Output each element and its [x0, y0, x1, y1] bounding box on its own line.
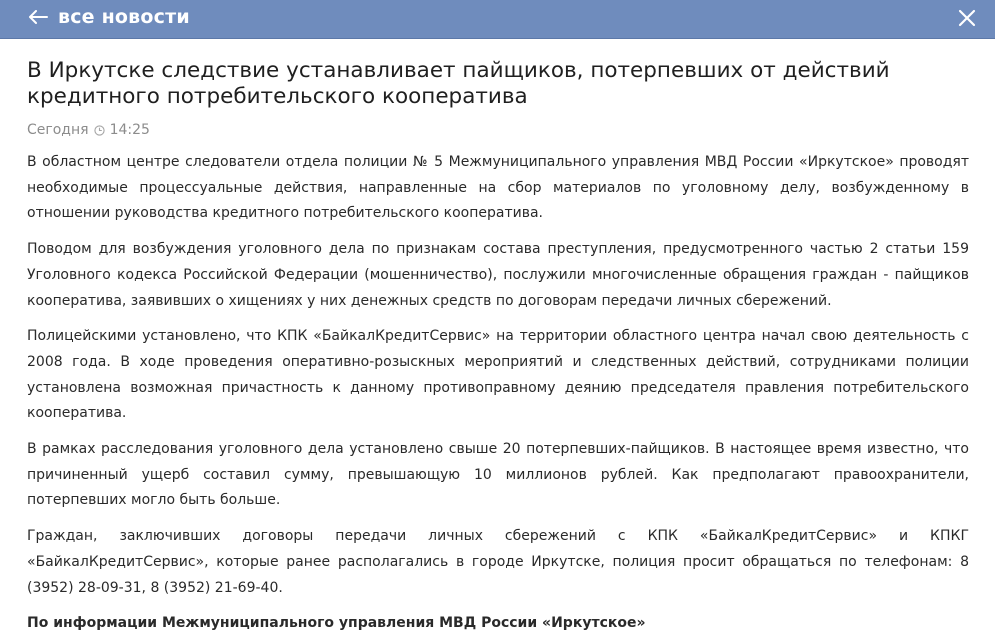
- close-icon: [957, 8, 977, 28]
- top-bar: [0, 0, 995, 39]
- article-title: В Иркутске следствие устанавливает пайщиков, потерпевших от действий кредитного потребительского кооператива: [27, 58, 890, 109]
- clock-icon: [94, 125, 105, 136]
- article-paragraph: Граждан, заключивших договоры передачи личных сбережений с КПК «БайкалКредитСервис» и КПКГ «БайкалКредитСервис», которые ранее располагались в городе Иркутске, полиция просит обращаться по телефонам: 8 (3952) 28-09-31, 8 (3952) 21-69-40.: [27, 528, 969, 596]
- back-to-all-news-link[interactable]: [28, 0, 190, 34]
- article-paragraph: Полицейскими установлено, что КПК «БайкалКредитСервис» на территории областного центра начал свою деятельность с 2008 года. В ходе проведения оперативно-розыскных мероприятий и следственных действий, сотрудниками полиции установлена возможная причастность к данному противоправному деянию председателя правления потребительского кооператива.: [27, 328, 969, 422]
- article-body: [27, 150, 969, 637]
- article-source: По информации Межмуниципального управления МВД России «Иркутское»: [27, 615, 646, 632]
- article-paragraph: В областном центре следователи отдела полиции № 5 Межмуниципального управления МВД России «Иркутское» проводят необходимые процессуальные действия, направленные на сбор материалов по уголовному делу, возбужденному в отношении руководства кредитного потребительского кооператива.: [27, 154, 969, 222]
- close-button[interactable]: [957, 8, 977, 28]
- publish-time: 14:25: [109, 122, 150, 138]
- article-meta: [27, 120, 969, 140]
- back-link-label: все новости: [58, 6, 190, 28]
- date-label: Сегодня: [27, 122, 89, 138]
- article-paragraph: В рамках расследования уголовного дела установлено свыше 20 потерпевших-пайщиков. В настоящее время известно, что причиненный ущерб составил сумму, превышающую 10 миллионов рублей. Как предполагают правоохранители, потерпевших могло быть больше.: [27, 441, 969, 509]
- article: [27, 58, 969, 637]
- arrow-left-icon: [28, 10, 48, 24]
- article-paragraph: Поводом для возбуждения уголовного дела по признакам состава преступления, предусмотренного частью 2 статьи 159 Уголовного кодекса Российской Федерации (мошенничество), послужили многочисленные обращения граждан - пайщиков кооператива, заявивших о хищениях у них денежных средств по договорам передачи личных сбережений.: [27, 241, 969, 309]
